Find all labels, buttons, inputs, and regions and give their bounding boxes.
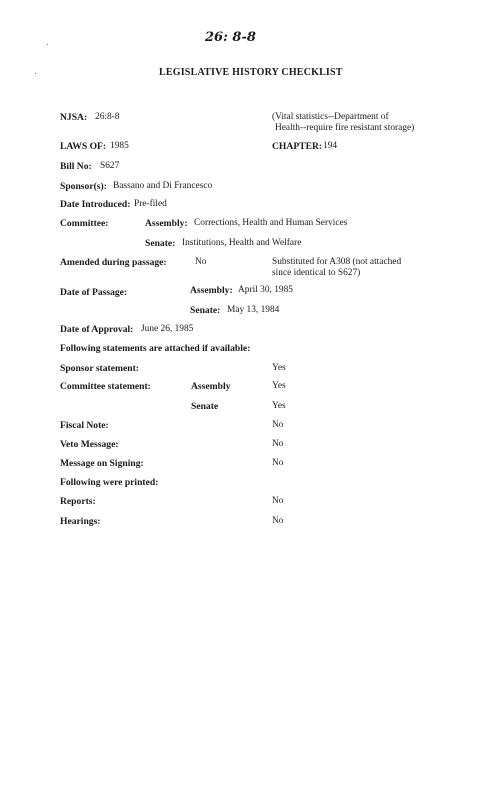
passage-assembly-value: April 30, 1985 xyxy=(238,285,293,295)
amended-note-line1: Substituted for A308 (not attached xyxy=(272,257,402,267)
amended-value: No xyxy=(195,257,207,267)
message-on-signing-value: No xyxy=(272,458,284,468)
passage-senate-value: May 13, 1984 xyxy=(227,305,280,315)
committee-senate-label: Senate: xyxy=(145,238,176,249)
printed-heading: Following were printed: xyxy=(60,477,159,488)
chapter-value: 194 xyxy=(323,141,338,151)
hearings-value: No xyxy=(272,516,284,526)
fiscal-note-value: No xyxy=(272,420,284,430)
njsa-description-line2: Health--require fire resistant storage) xyxy=(275,123,415,133)
veto-message-value: No xyxy=(272,439,284,449)
bill-no-label: Bill No: xyxy=(60,161,92,172)
committee-statement-assembly-value: Yes xyxy=(272,381,286,391)
hearings-label: Hearings: xyxy=(60,516,101,527)
committee-statement-label: Committee statement: xyxy=(60,381,151,392)
committee-statement-assembly-label: Assembly xyxy=(191,381,231,392)
committee-assembly-value: Corrections, Health and Human Services xyxy=(194,218,348,228)
reports-label: Reports: xyxy=(60,496,96,507)
sponsors-label: Sponsor(s): xyxy=(60,181,107,192)
date-introduced-value: Pre-filed xyxy=(134,199,167,209)
laws-of-value: 1985 xyxy=(110,141,129,151)
date-of-passage-label: Date of Passage: xyxy=(60,287,128,298)
statements-heading: Following statements are attached if available: xyxy=(60,343,251,354)
amended-note-line2: since identical to S627) xyxy=(272,268,361,278)
sponsor-statement-value: Yes xyxy=(272,363,286,373)
handwritten-number: 26: 8-8 xyxy=(205,30,256,45)
njsa-value: 26:8-8 xyxy=(95,112,120,122)
page-title: LEGISLATIVE HISTORY CHECKLIST xyxy=(159,67,343,78)
veto-message-label: Veto Message: xyxy=(60,439,119,450)
chapter-label: CHAPTER: xyxy=(272,141,323,152)
date-introduced-label: Date Introduced: xyxy=(60,199,131,210)
njsa-description-line1: (Vital statistics--Department of xyxy=(272,112,389,122)
amended-label: Amended during passage: xyxy=(60,257,167,268)
committee-assembly-label: Assembly: xyxy=(145,218,188,229)
laws-of-label: LAWS OF: xyxy=(60,141,107,152)
message-on-signing-label: Message on Signing: xyxy=(60,458,144,469)
committee-senate-value: Institutions, Health and Welfare xyxy=(182,238,302,248)
committee-statement-senate-label: Senate xyxy=(191,401,219,412)
njsa-label: NJSA: xyxy=(60,112,88,123)
committee-label: Committee: xyxy=(60,218,109,229)
passage-assembly-label: Assembly: xyxy=(190,285,233,296)
sponsors-value: Bassano and Di Francesco xyxy=(113,181,213,191)
date-of-approval-label: Date of Approval: xyxy=(60,324,134,335)
sponsor-statement-label: Sponsor statement: xyxy=(60,363,139,374)
reports-value: No xyxy=(272,496,284,506)
committee-statement-senate-value: Yes xyxy=(272,401,286,411)
passage-senate-label: Senate: xyxy=(190,305,221,316)
bill-no-value: S627 xyxy=(100,161,120,171)
fiscal-note-label: Fiscal Note: xyxy=(60,420,109,431)
date-of-approval-value: June 26, 1985 xyxy=(141,324,194,334)
